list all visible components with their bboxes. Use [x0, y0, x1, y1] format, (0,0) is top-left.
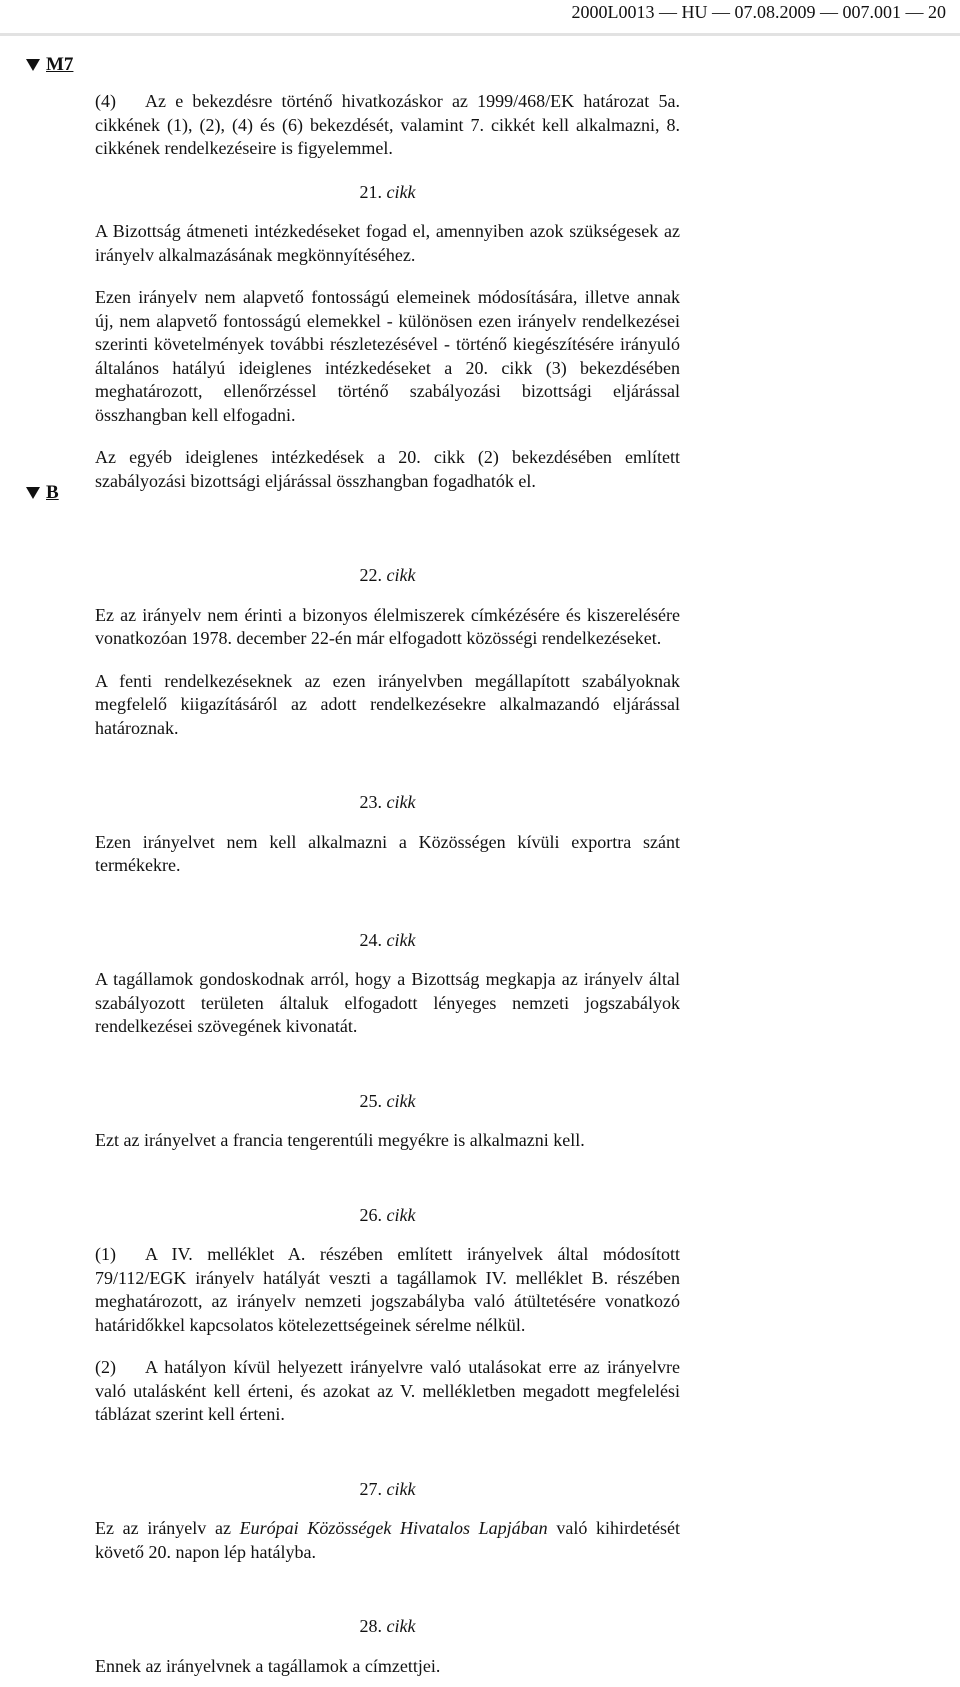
article-27-heading: 27. cikk [359, 1478, 416, 1499]
paragraph-text: A hatályon kívül helyezett irányelvre való utalásokat erre az irányelvre való utalásként kell érteni, és azokat az V. mellékletben megadott megfelelési táblázat szerint kell érteni. [95, 1357, 680, 1424]
paragraph-4 [95, 90, 680, 161]
article-21-heading: 21. cikk [359, 181, 416, 202]
article-22-paragraph-2: A fenti rendelkezéseknek az ezen irányelvben megállapított szabályoknak megfelelő kiigazításáról az adott rendelkezésekre alkalmazandó eljárással határoznak. [95, 670, 680, 738]
article-26-heading: 26. cikk [359, 1204, 416, 1225]
article-23-heading: 23. cikk [359, 792, 416, 812]
article-21-paragraph-2: Ezen irányelv nem alapvető fontosságú elemeinek módosítására, illetve annak új, nem alapvető fontosságú elemekkel - különösen ezen irányelv rendelkezései szerinti követelmények további részletezésével - történő kiegészítésére irányuló általános hatályú ideiglenes intézkedéseket a 20. cikk (3) bekezdésében meghatározott, ellenőrzéssel történő szabályozási bizottsági eljárással összhangban kell elfogadni. [95, 287, 680, 425]
paragraph-number: (4) [95, 91, 116, 111]
paragraph-number: (1) [95, 1244, 116, 1264]
triangle-down-icon [26, 59, 40, 71]
amendment-marker-b [26, 482, 59, 504]
article-25-paragraph-1: Ezt az irányelvet a francia tengerentúli megyékre is alkalmazni kell. [95, 1130, 585, 1150]
paragraph-number: (2) [95, 1357, 116, 1377]
article-21-paragraph-1: A Bizottság átmeneti intézkedéseket fogad el, amennyiben azok szükségesek az irányelv alkalmazásának megkönnyítéséhez. [95, 221, 680, 265]
paragraph-text: Az e bekezdésre történő hivatkozáskor az 1999/468/EK határozat 5a. cikkének (1), (2), (4) és (6) bekezdését, valamint 7. cikkét kell alkalmazni, 8. cikkének rendelkezéseire is figyelemmel. [95, 91, 680, 158]
page-header [0, 0, 960, 22]
article-21-paragraph-3: Az egyéb ideiglenes intézkedések a 20. cikk (2) bekezdésében említett szabályozási bizottsági eljárással összhangban fogadhatók el. [95, 447, 680, 491]
journal-title: Európai Közösségek Hivatalos Lapjában [239, 1518, 548, 1538]
document-body [95, 90, 680, 1687]
document-reference: 2000L0013 — HU — 07.08.2009 — 007.001 — 20 [571, 2, 946, 22]
article-27-paragraph-1: Ez az irányelv az Európai Közösségek Hivatalos Lapjában való kihirdetését követő 20. napon lép hatályba. [95, 1518, 681, 1562]
marker-label-m7: M7 [46, 54, 74, 75]
article-22-heading: 22. cikk [359, 565, 416, 585]
paragraph-text: A IV. melléklet A. részében említett irányelvek által módosított 79/112/EGK irányelv hatályát veszti a tagállamok IV. melléklet B. részében meghatározott, az irányelv nemzeti jogszabályba való átültetésére vonatkozó határidőkkel kapcsolatos kötelezettségeinek sérelme nélkül. [95, 1244, 680, 1335]
article-26-paragraph-1 [95, 1243, 680, 1337]
article-28-heading: 28. cikk [359, 1616, 416, 1636]
article-25-heading: 25. cikk [359, 1090, 416, 1111]
article-23-paragraph-1: Ezen irányelvet nem kell alkalmazni a Közösségen kívüli exportra szánt termékekre. [95, 831, 680, 875]
header-rule [0, 33, 960, 36]
article-26-paragraph-2 [95, 1356, 680, 1427]
article-28-paragraph-1: Ennek az irányelvnek a tagállamok a címzettjei. [95, 1655, 441, 1676]
triangle-down-icon [26, 487, 40, 499]
article-24-heading: 24. cikk [359, 929, 416, 950]
marker-label-b: B [46, 482, 59, 503]
article-22-paragraph-1: Ez az irányelv nem érinti a bizonyos élelmiszerek címkézésére és kiszerelésére vonatkozóan 1978. december 22-én már elfogadott közösségi rendelkezéseket. [95, 604, 680, 648]
article-24-paragraph-1: A tagállamok gondoskodnak arról, hogy a Bizottság megkapja az irányelv által szabályozott területen általuk elfogadott lényeges nemzeti jogszabályok rendelkezései szövegének kivonatát. [95, 969, 680, 1036]
amendment-marker-m7 [26, 54, 73, 76]
